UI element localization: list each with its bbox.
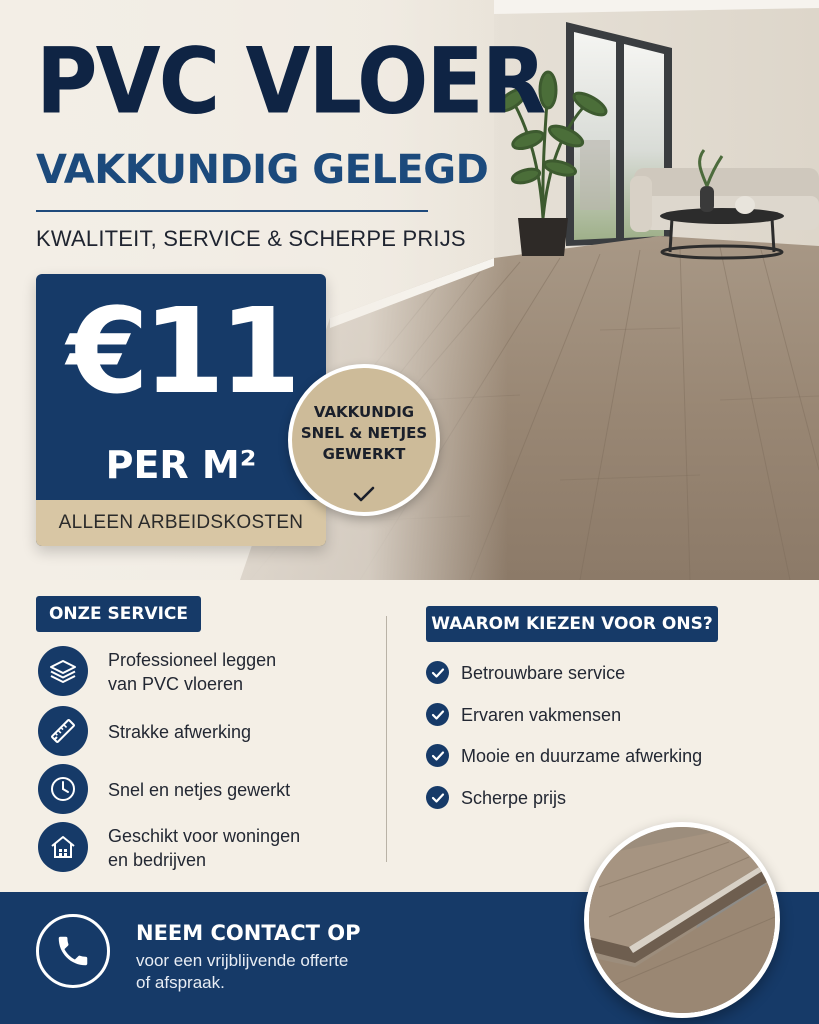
column-divider (386, 616, 387, 862)
check-circle-icon (426, 703, 449, 726)
floor-sample-image (589, 827, 775, 1013)
service-label-line: van PVC vloeren (108, 674, 244, 694)
why-heading: WAAROM KIEZEN VOOR ONS? (426, 606, 718, 642)
service-item (36, 706, 376, 758)
title-divider (36, 210, 428, 212)
quality-badge (288, 364, 440, 516)
service-label (108, 764, 368, 816)
service-label (108, 822, 368, 874)
contact-line: of afspraak. (136, 973, 225, 992)
price-amount: €11 (66, 282, 296, 420)
service-label (108, 706, 368, 758)
services-heading: ONZE SERVICE (36, 596, 201, 632)
why-label: Betrouwbare service (461, 663, 626, 683)
tagline: KWALITEIT, SERVICE & SCHERPE PRIJS (36, 226, 466, 251)
why-item (426, 743, 726, 769)
price-unit: PER M² (105, 443, 257, 487)
badge-line: SNEL & NETJES (300, 424, 428, 442)
check-circle-icon (426, 744, 449, 767)
service-label-line: Snel en netjes gewerkt (108, 780, 291, 800)
service-label (108, 646, 368, 698)
service-item (36, 764, 376, 816)
price-box (36, 274, 326, 546)
why-item (426, 785, 726, 811)
floor-sample-photo (584, 822, 780, 1018)
house-icon (38, 822, 88, 872)
service-item (36, 822, 376, 874)
why-label: Ervaren vakmensen (461, 705, 622, 725)
page-title: PVC VLOER (36, 28, 545, 135)
ruler-pencil-icon (38, 706, 88, 756)
service-label-line: Geschikt voor woningen (108, 826, 301, 846)
contact-line: voor een vrijblijvende offerte (136, 951, 349, 970)
service-label-line: Professioneel leggen (108, 650, 277, 670)
badge-line: GEWERKT (322, 445, 406, 463)
service-item (36, 646, 376, 698)
service-label-line: en bedrijven (108, 850, 207, 870)
price-note: ALLEEN ARBEIDSKOSTEN (36, 500, 326, 546)
why-label: Scherpe prijs (461, 788, 567, 808)
why-label: Mooie en duurzame afwerking (461, 746, 703, 766)
why-item (426, 660, 726, 686)
contact-title: NEEM CONTACT OP (136, 921, 361, 945)
phone-icon[interactable] (36, 914, 110, 988)
check-circle-icon (426, 661, 449, 684)
check-circle-icon (426, 786, 449, 809)
service-label-line: Strakke afwerking (108, 722, 252, 742)
checkmark-icon (352, 484, 376, 504)
badge-line: VAKKUNDIG (313, 403, 415, 421)
why-item (426, 702, 726, 728)
page-subtitle: VAKKUNDIG GELEGD (36, 147, 489, 193)
layers-icon (38, 646, 88, 696)
clock-icon (38, 764, 88, 814)
